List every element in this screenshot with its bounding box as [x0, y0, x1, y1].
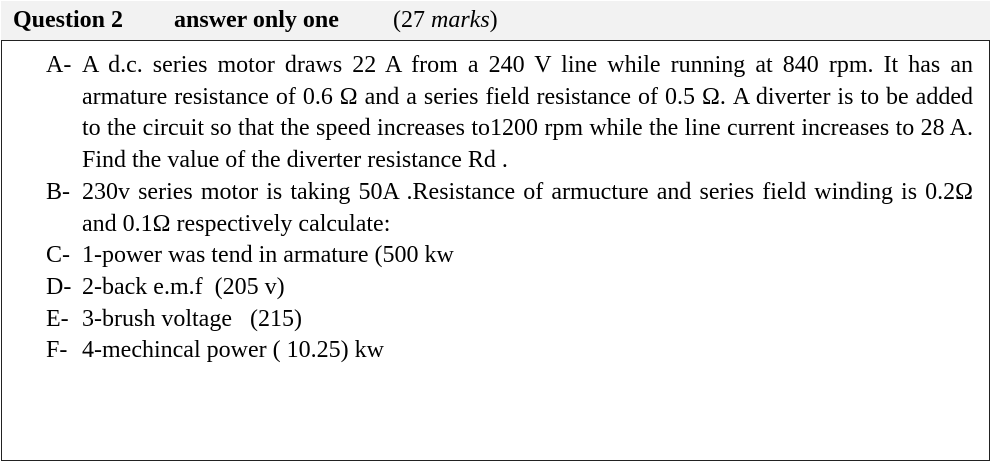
item-marker: C- [46, 242, 70, 269]
item-text: A d.c. series motor draws 22 A from a 240 V line while running at 840 rpm. It has an armature resistance of 0.6 Ω and a series field resistance of 0.5 Ω. A diverter is to be added to the circuit so that the speed increases to1200 rpm while the line current increases to 28 A. Find the value of the diverter resistance Rd . [82, 52, 973, 174]
question-instruction: answer only one [174, 7, 339, 33]
question-marks [393, 6, 498, 34]
item-marker: B- [46, 178, 70, 205]
question-body [46, 50, 973, 367]
item-text: 230v series motor is taking 50A .Resistance of armucture and series field winding is 0.2Ω and 0.1Ω respectively calculate: [82, 178, 973, 237]
item-text: 4-mechincal power ( 10.25) kw [82, 337, 384, 364]
question-item-f [46, 335, 973, 367]
question-item-a [46, 50, 973, 177]
marks-word: marks [431, 7, 490, 33]
question-item-d [46, 272, 973, 304]
item-text: 1-power was tend in armature (500 kw [82, 242, 454, 269]
question-item-b [46, 177, 973, 240]
question-item-c [46, 240, 973, 272]
item-text: 2-back e.m.f (205 v) [82, 273, 285, 300]
question-number: Question 2 [13, 7, 124, 33]
item-marker: F- [46, 337, 68, 364]
marks-open: (27 [393, 7, 431, 33]
marks-close: ) [489, 7, 498, 33]
item-marker: D- [46, 273, 72, 300]
question-header [1, 1, 990, 41]
item-marker: A- [46, 52, 72, 78]
question-item-e [46, 304, 973, 336]
item-marker: E- [46, 305, 69, 332]
item-text: 3-brush voltage (215) [82, 305, 302, 332]
